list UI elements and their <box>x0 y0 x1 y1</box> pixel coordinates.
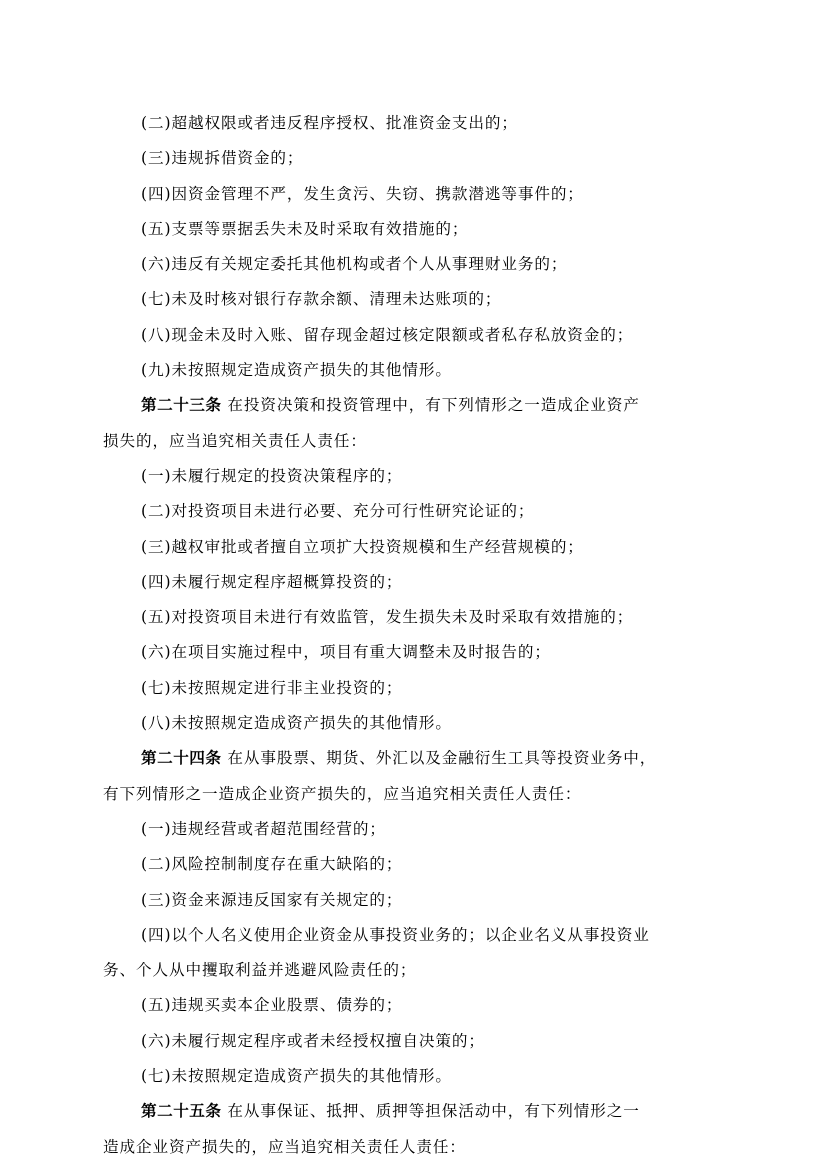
list-item: (九)未按照规定造成资产损失的其他情形。 <box>141 361 452 380</box>
list-item: (五)对投资项目未进行有效监管，发生损失未及时采取有效措施的； <box>141 608 634 627</box>
list-item: (七)未及时核对银行存款余额、清理未达账项的； <box>141 290 502 309</box>
list-item: (五)支票等票据丢失未及时采取有效措施的； <box>141 219 469 238</box>
paragraph-continuation: 务、个人从中攫取利益并逃避风险责任的； <box>103 961 417 980</box>
article-heading: 第二十四条 <box>141 749 222 768</box>
list-item: (三)资金来源违反国家有关规定的； <box>141 890 403 909</box>
list-item: (三)越权审批或者擅自立项扩大投资规模和生产经营规模的； <box>141 537 584 556</box>
document-page <box>103 106 743 1165</box>
list-item: (六)在项目实施过程中，项目有重大调整未及时报告的； <box>141 643 551 662</box>
list-item: (六)未履行规定程序或者未经授权擅自决策的； <box>141 1031 485 1050</box>
article-text: 在从事保证、抵押、质押等担保活动中，有下列情形之一 <box>227 1102 640 1121</box>
paragraph-continuation: 损失的，应当追究相关责任人责任： <box>103 431 367 450</box>
list-item: (三)违规拆借资金的； <box>141 149 304 168</box>
list-item: (八)未按照规定造成资产损失的其他情形。 <box>141 714 452 733</box>
list-item: (一)未履行规定的投资决策程序的； <box>141 466 403 485</box>
list-item: (四)以个人名义使用企业资金从事投资业务的；以企业名义从事投资业 <box>141 925 650 944</box>
list-item: (四)未履行规定程序超概算投资的； <box>141 572 403 591</box>
article-23-line <box>103 388 743 423</box>
article-text: 在从事股票、期货、外汇以及金融衍生工具等投资业务中， <box>227 749 657 768</box>
list-item: (二)对投资项目未进行必要、充分可行性研究论证的； <box>141 502 535 521</box>
list-item: (七)未按照规定造成资产损失的其他情形。 <box>141 1067 452 1086</box>
list-item: (一)违规经营或者超范围经营的； <box>141 819 386 838</box>
list-item: (二)超越权限或者违反程序授权、批准资金支出的； <box>141 114 518 132</box>
paragraph-continuation: 造成企业资产损失的，应当追究相关责任人责任： <box>103 1137 466 1156</box>
list-item: (五)违规买卖本企业股票、债券的； <box>141 996 403 1015</box>
list-item: (四)因资金管理不严，发生贪污、失窃、携款潜逃等事件的； <box>141 184 584 203</box>
list-item: (二)风险控制制度存在重大缺陷的； <box>141 855 403 874</box>
list-item: (八)现金未及时入账、留存现金超过核定限额或者私存私放资金的； <box>141 325 634 344</box>
paragraph-continuation: 有下列情形之一造成企业资产损失的，应当追究相关责任人责任： <box>103 784 582 803</box>
list-item: (七)未按照规定进行非主业投资的； <box>141 678 403 697</box>
article-heading: 第二十三条 <box>141 396 222 415</box>
article-heading: 第二十五条 <box>141 1102 222 1121</box>
article-text: 在投资决策和投资管理中，有下列情形之一造成企业资产 <box>227 396 640 415</box>
article-24-line <box>103 741 743 776</box>
article-25-line <box>103 1094 743 1129</box>
list-item: (六)违反有关规定委托其他机构或者个人从事理财业务的； <box>141 255 568 274</box>
